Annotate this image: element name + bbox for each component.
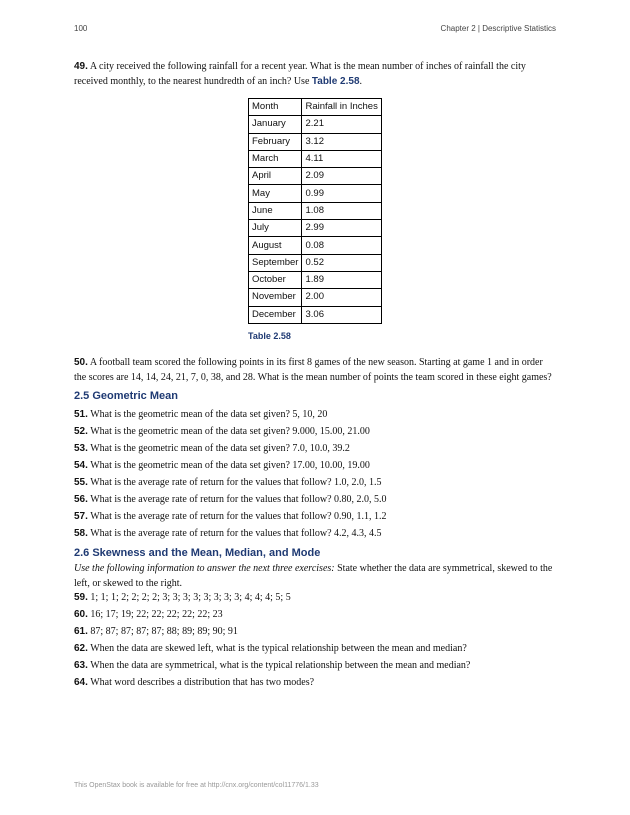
- month-cell: September: [249, 254, 302, 271]
- section-heading-skewness: 2.6 Skewness and the Mean, Median, and Mode: [74, 547, 321, 559]
- table-row: [249, 185, 382, 202]
- question-text: What word describes a distribution that has two modes?: [90, 677, 315, 688]
- rainfall-cell: 3.12: [302, 133, 381, 150]
- question-item: [74, 607, 556, 622]
- month-cell: May: [249, 185, 302, 202]
- intro-rest: State whether the data are symmetrical, skewed to the left, or skewed to the right.: [74, 563, 553, 589]
- page-number: 100: [74, 24, 88, 33]
- rainfall-cell: 2.99: [302, 220, 381, 237]
- month-cell: August: [249, 237, 302, 254]
- rainfall-cell: 2.09: [302, 168, 381, 185]
- question-text: A football team scored the following points in its first 8 games of the new season. Starting at game 1 and in order the scores are 14, 14, 24, 21, 7, 0, 38, and 28. What is the mean number of points the team scored in these eight games?: [74, 357, 552, 383]
- table-row: [249, 168, 382, 185]
- question-item: [74, 658, 556, 673]
- question-text: What is the geometric mean of the data set given? 9.000, 15.00, 21.00: [90, 426, 370, 437]
- rainfall-cell: 2.21: [302, 116, 381, 133]
- table-header-cell: Rainfall in Inches: [302, 99, 381, 116]
- question-number: 63.: [74, 660, 88, 671]
- question-text: What is the average rate of return for the values that follow? 0.90, 1.1, 1.2: [90, 511, 387, 522]
- question-text: A city received the following rainfall for a recent year. What is the mean number of inches of rainfall the city received monthly, to the nearest hundredth of an inch? Use: [74, 61, 526, 87]
- question-item: [74, 424, 556, 439]
- question-text: 16; 17; 19; 22; 22; 22; 22; 22; 23: [90, 609, 223, 620]
- question-number: 57.: [74, 511, 88, 522]
- question-item: [74, 492, 556, 507]
- month-cell: November: [249, 289, 302, 306]
- month-cell: June: [249, 202, 302, 219]
- question-item: [74, 475, 556, 490]
- question-item: [74, 509, 556, 524]
- rainfall-cell: 2.00: [302, 289, 381, 306]
- question-text: When the data are symmetrical, what is the typical relationship between the mean and median?: [90, 660, 471, 671]
- question-text: What is the average rate of return for the values that follow? 4.2, 4.3, 4.5: [90, 528, 382, 539]
- question-number: 56.: [74, 494, 88, 505]
- question-number: 64.: [74, 677, 88, 688]
- rainfall-table: [248, 98, 382, 324]
- rainfall-cell: 0.99: [302, 185, 381, 202]
- table-row: [249, 306, 382, 323]
- question-item: [74, 641, 556, 656]
- chapter-title: Chapter 2 | Descriptive Statistics: [440, 24, 556, 33]
- question-number: 54.: [74, 460, 88, 471]
- rainfall-cell: 4.11: [302, 150, 381, 167]
- table-row: [249, 202, 382, 219]
- question-number: 51.: [74, 409, 88, 420]
- question-item: [74, 624, 556, 639]
- question-text: 87; 87; 87; 87; 87; 88; 89; 89; 90; 91: [90, 626, 238, 637]
- question-item: [74, 441, 556, 456]
- table-row: [249, 289, 382, 306]
- table-reference-link[interactable]: Table 2.58: [311, 76, 360, 87]
- question-item: [74, 675, 556, 690]
- section-intro: [74, 561, 556, 591]
- month-cell: January: [249, 116, 302, 133]
- rainfall-cell: 0.52: [302, 254, 381, 271]
- question-number: 61.: [74, 626, 88, 637]
- month-cell: December: [249, 306, 302, 323]
- table-row: [249, 150, 382, 167]
- question-text: What is the geometric mean of the data set given? 17.00, 10.00, 19.00: [90, 460, 370, 471]
- question-text: What is the average rate of return for the values that follow? 1.0, 2.0, 1.5: [90, 477, 382, 488]
- question-number: 58.: [74, 528, 88, 539]
- table-header-row: [249, 99, 382, 116]
- question-number: 62.: [74, 643, 88, 654]
- rainfall-cell: 3.06: [302, 306, 381, 323]
- question-49: [74, 59, 556, 89]
- question-text: What is the geometric mean of the data set given? 5, 10, 20: [90, 409, 328, 420]
- question-number: 52.: [74, 426, 88, 437]
- question-item: [74, 590, 556, 605]
- question-50: [74, 355, 556, 385]
- month-cell: April: [249, 168, 302, 185]
- question-number: 50.: [74, 357, 88, 368]
- rainfall-cell: 1.08: [302, 202, 381, 219]
- table-row: [249, 237, 382, 254]
- question-text: What is the average rate of return for the values that follow? 0.80, 2.0, 5.0: [90, 494, 387, 505]
- question-end: .: [359, 76, 363, 87]
- table-row: [249, 271, 382, 288]
- rainfall-cell: 1.89: [302, 271, 381, 288]
- table-row: [249, 254, 382, 271]
- question-number: 55.: [74, 477, 88, 488]
- question-text: When the data are skewed left, what is the typical relationship between the mean and median?: [90, 643, 467, 654]
- section-heading-geometric-mean: 2.5 Geometric Mean: [74, 390, 178, 402]
- question-number: 60.: [74, 609, 88, 620]
- table-header-cell: Month: [249, 99, 302, 116]
- month-cell: February: [249, 133, 302, 150]
- table-row: [249, 220, 382, 237]
- table-row: [249, 133, 382, 150]
- question-number: 53.: [74, 443, 88, 454]
- month-cell: March: [249, 150, 302, 167]
- question-text: 1; 1; 1; 2; 2; 2; 2; 3; 3; 3; 3; 3; 3; 3; 3; 4; 4; 4; 5; 5: [90, 592, 291, 603]
- rainfall-cell: 0.08: [302, 237, 381, 254]
- question-item: [74, 458, 556, 473]
- month-cell: October: [249, 271, 302, 288]
- intro-italic: Use the following information to answer the next three exercises:: [74, 563, 335, 574]
- running-header: [74, 24, 556, 36]
- month-cell: July: [249, 220, 302, 237]
- question-item: [74, 407, 556, 422]
- table-caption: Table 2.58: [248, 331, 291, 341]
- question-number: 49.: [74, 61, 88, 72]
- question-number: 59.: [74, 592, 88, 603]
- question-item: [74, 526, 556, 541]
- table-row: [249, 116, 382, 133]
- rainfall-table-body: [249, 99, 382, 324]
- question-text: What is the geometric mean of the data set given? 7.0, 10.0, 39.2: [90, 443, 350, 454]
- footer-note: This OpenStax book is available for free at http://cnx.org/content/col11776/1.33: [74, 782, 319, 789]
